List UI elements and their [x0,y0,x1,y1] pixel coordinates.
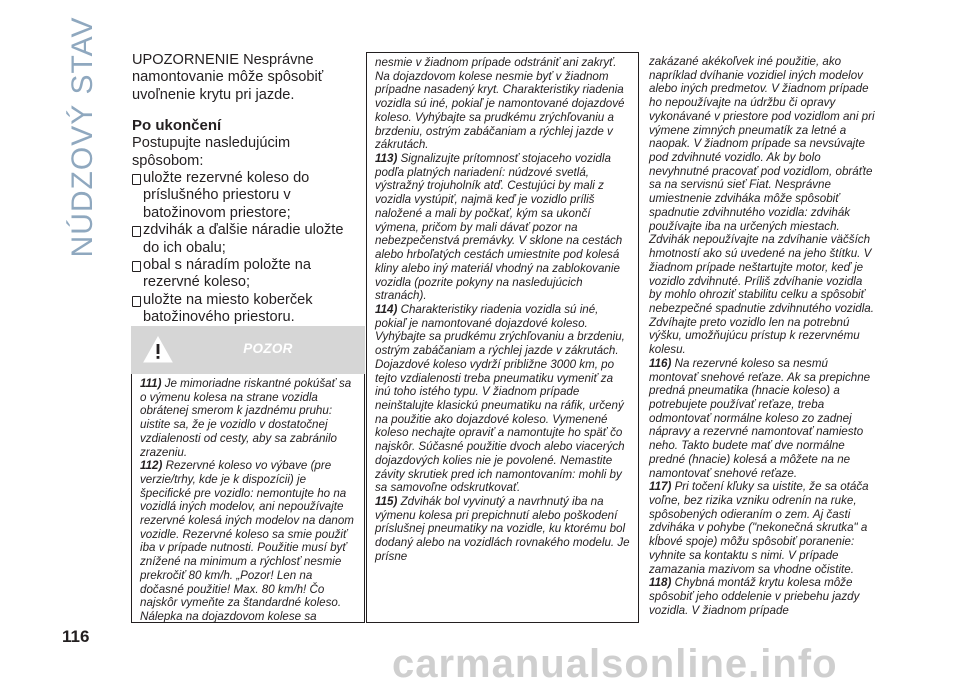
item-text: Je mimoriadne riskantné pokúšať sa o výmenu kolesa na strane vozidla obrátenej smerom k jazdnému pruhu: uistite sa, že je vozidlo v dostatočnej vzdialenosti od cesty, aby sa zabránilo zrazeniu. [140,377,352,459]
lead-text: Postupujte nasledujúcim spôsobom: [132,135,291,169]
warning-column-3 [645,52,881,623]
warning-item [375,152,630,303]
item-number: 115) [375,495,398,508]
warning-column-2 [366,52,639,623]
item-text: Rezervné koleso vo výbave (pre verzie/trhy, kde je k dispozícii) je špecifické pre vozidlo: nemontujte ho na vozidlá iných modelov, ani nepoužívajte rezervné kolesá iných modelov na danom vozidle. Rezervné koleso sa smie použiť iba v prípade nutnosti. Použitie musí byť znížené na minimum a rýchlosť nesmie prekročiť 80 km/h. „Pozor! Len na dočasné použitie! Max. 80 km/h! Čo najskôr vymeňte za štandardné koleso. Nálepka na dojazdovom kolese sa [140,459,354,623]
item-text: Zdvihák bol vyvinutý a navrhnutý iba na výmenu kolesa pri prepichnutí alebo poškodení príslušnej pneumatiky na vozidle, ku ktorému bol dodaný alebo na vozidlách rovnakého modelu. Je prísne [375,495,630,563]
warning-item [375,56,630,152]
item-text: Pri točení kľuky sa uistite, že sa otáča voľne, bez rizika vzniku odrenín na ruke, spôsobených odieraním o zem. Aj časti zdviháka v pohybe ("nekonečná skrutka" a kĺbové spoje) môžu spôsobiť poranenie: vyhnite sa kontaktu s nimi. V prípade zamazania mazivom sa vhodne očistite. [649,480,869,576]
warning-header [131,326,365,374]
item-text: Chybná montáž krytu kolesa môže spôsobiť jeho oddelenie v priebehu jazdy vozidla. V žiadnom prípade [649,576,860,617]
section-title: NÚDZOVÝ STAV [66,16,99,258]
heading-po-ukonceni: Po ukončení [132,117,222,135]
page-number: 116 [62,627,90,646]
item-number: 114) [375,302,398,316]
intro-text: UPOZORNENIE Nesprávne namontovanie môže spôsobiť uvoľnenie krytu pri jazde. [132,52,324,103]
item-number: 118) [649,576,672,590]
item-number: 111) [140,377,162,390]
warning-item [140,459,356,623]
warning-title: POZOR [243,341,293,356]
item-text: zakázané akékoľvek iné použitie, ako napríklad dvíhanie vozidiel iných modelov alebo iných predmetov. V žiadnom prípade ho nepoužívajte na údržbu či opravy vykonávané v priestore pod vozidlom ani pri výmene zimných pneumatík za letné a naopak. V žiadnom prípade sa nevsúvajte pod zdvihnuté vozidlo. Ak by bolo nevyhnutné pracovať pod vozidlom, obráťte sa na servisnú sieť Fiat. Nesprávne umiestnenie zdviháka môže spôsobiť spadnutie zdvihnutého vozidla: zdvihák používajte iba na určených miestach. Zdvihák nepoužívajte na zdvíhanie väčších hmotností ako sú uvedené na jeho štítku. V žiadnom prípade neštartujte motor, keď je vozidlo zdvihnuté. Príliš zdvíhanie vozidla by mohlo ohroziť stabilitu celku a spôsobiť nebezpečné spadnutie zdvihnutého vozidla. Zdvíhajte preto vozidlo len na potrebnú výšku, umožňujúcu prístup k rezervnému kolesu. [649,55,875,357]
item-text: nesmie v žiadnom prípade odstrániť ani zakryť. Na dojazdovom kolese nesmie byť v žiadnom prípadne nasadený kryt. Charakteristiky riadenia vozidla sú iné, pokiaľ je namontované dojazdové koleso. Vyhýbajte sa prudkému zrýchľovaniu a brzdeniu, ostrým zabáčaniam a rýchlej jazde v zákrutách. [375,56,625,152]
warning-item [375,303,630,495]
item-number: 112) [140,459,163,473]
warning-item [649,480,877,576]
bullet-item: obal s náradím položte na rezervné koleso; [132,257,358,292]
warning-item [649,55,877,357]
column-1 [132,52,358,327]
item-number: 116) [649,356,672,370]
item-number: 113) [375,152,398,166]
bullet-item: zdvihák a ďalšie náradie uložte do ich obalu; [132,222,358,257]
bullet-item: uložte na miesto koberček batožinového priestoru. [132,292,358,327]
item-text: Na rezervné koleso sa nesmú montovať snehové reťaze. Ak sa prepichne predná pneumatika (hnacie koleso) a potrebujete používať reťaze, treba odmontovať normálne koleso zo zadnej nápravy a rezervné namontovať namiesto neho. Takto budete mať dve normálne predné (hnacie) kolesá a môžete na ne namontovať snehové reťaze. [649,356,871,480]
bullet-item: uložte rezervné koleso do príslušného priestoru v batožinovom priestore; [132,170,358,222]
warning-item [140,377,356,459]
item-number: 117) [649,480,672,494]
watermark: carmanualsonline.info [392,642,838,686]
warning-body [131,374,365,623]
warning-item [649,357,877,480]
warning-item [649,576,877,617]
warning-item [375,495,630,564]
item-text: Charakteristiky riadenia vozidla sú iné, pokiaľ je namontované dojazdové koleso. Vyhýbajte sa prudkému zrýchľovaniu a brzdeniu, ostrým zabáčaniam a rýchlej jazde v zákrutách. Dojazdové koleso vydrží približne 3000 km, po tejto vzdialenosti treba pneumatiku vymeniť za inú toho istého typu. V žiadnom prípade neinštalujte klasickú pneumatiku na ráfik, určený na použitie ako dojazdové koleso. Vymenené koleso nechajte opraviť a namontujte ho späť čo najskôr. Súčasné použitie dvoch alebo viacerých dojazdových kolies nie je povolené. Nemastite závity skrutiek pred ich namontovaním: mohli by sa samovoľne odskrutkovať. [375,302,625,495]
item-text: Signalizujte prítomnosť stojaceho vozidla podľa platných nariadení: núdzové svetlá, výstražný trojuholník atď. Cestujúci by mali z vozidla vystúpiť, najmä keď je vozidlo príliš naložené a mali by počkať, kým sa ukončí výmena, pričom by mali dávať pozor na nebezpečenstvá premávky. V sklone na cestách alebo hrboľatých cestách umiestnite pod kolesá kliny alebo iný materiál vhodný na zablokovanie vozidla (pozrite pokyny na nasledujúcich stranách). [375,152,623,303]
warning-box [131,326,365,623]
